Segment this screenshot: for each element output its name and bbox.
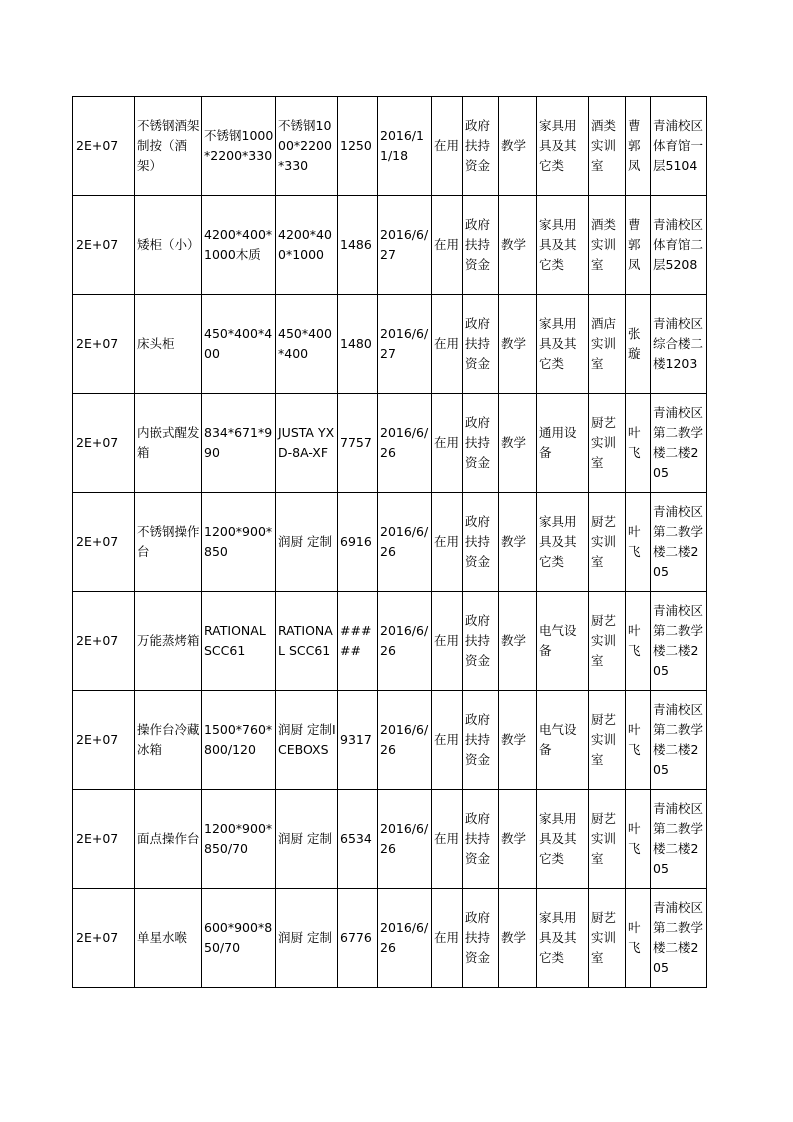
fund-source-cell-text: 政府扶持资金 [465,811,491,866]
asset-name-cell-text: 不锈钢操作台 [137,524,200,559]
asset-name-cell [135,97,202,196]
price-cell [338,97,378,196]
category-cell-text: 家具用具及其它类 [539,514,577,569]
location-cell-text: 青浦校区第二教学楼二楼205 [653,900,704,975]
fund-source-cell [463,295,499,394]
department-cell [589,97,626,196]
keeper-cell-text: 叶飞 [628,920,641,955]
date-cell-text: 2016/6/26 [380,920,429,955]
keeper-cell-text: 曹郭凤 [628,217,641,272]
fund-source-cell [463,493,499,592]
status-cell [432,790,463,889]
category-cell [537,790,589,889]
location-cell [651,691,707,790]
keeper-cell-text: 张璇 [628,326,641,361]
category-cell-text: 电气设备 [539,623,577,658]
location-cell [651,889,707,988]
usage-cell [499,394,537,493]
price-cell-text: 7757 [340,435,372,450]
asset-name-cell [135,691,202,790]
model-cell-text: 润厨 定制ICEBOXS [278,722,336,757]
table-body [73,97,707,988]
asset-code-cell-text: 2E+07 [76,336,119,351]
date-cell-text: 2016/6/27 [380,326,429,361]
status-cell [432,97,463,196]
status-cell-text: 在用 [434,435,460,450]
location-cell-text: 青浦校区第二教学楼二楼205 [653,801,704,876]
keeper-cell-text: 叶飞 [628,425,641,460]
model-cell [276,493,338,592]
location-cell-text: 青浦校区第二教学楼二楼205 [653,405,704,480]
date-cell [378,196,432,295]
department-cell [589,889,626,988]
asset-name-cell [135,592,202,691]
keeper-cell-text: 叶飞 [628,821,641,856]
status-cell-text: 在用 [434,336,460,351]
category-cell-text: 家具用具及其它类 [539,118,577,173]
usage-cell-text: 教学 [501,237,527,252]
model-cell-text: 不锈钢1000*2200*330 [278,118,332,173]
asset-name-cell [135,889,202,988]
fund-source-cell-text: 政府扶持资金 [465,217,491,272]
model-cell [276,196,338,295]
department-cell-text: 酒类实训室 [591,118,617,173]
table-row [73,691,707,790]
date-cell [378,592,432,691]
category-cell-text: 通用设备 [539,425,577,460]
category-cell [537,295,589,394]
department-cell [589,196,626,295]
keeper-cell [626,196,651,295]
fund-source-cell-text: 政府扶持资金 [465,514,491,569]
status-cell-text: 在用 [434,138,460,153]
table-row [73,196,707,295]
location-cell-text: 青浦校区体育馆二层5208 [653,217,704,272]
department-cell-text: 厨艺实训室 [591,415,617,470]
category-cell-text: 家具用具及其它类 [539,217,577,272]
asset-code-cell [73,592,135,691]
keeper-cell [626,295,651,394]
fund-source-cell-text: 政府扶持资金 [465,316,491,371]
model-cell [276,592,338,691]
category-cell [537,493,589,592]
status-cell-text: 在用 [434,534,460,549]
table-row [73,295,707,394]
price-cell [338,592,378,691]
status-cell [432,691,463,790]
usage-cell [499,691,537,790]
asset-name-cell [135,295,202,394]
usage-cell [499,196,537,295]
asset-code-cell [73,493,135,592]
price-cell-text: 9317 [340,732,372,747]
spec-cell-text: 834*671*990 [204,425,273,460]
price-cell-text: 1480 [340,336,372,351]
usage-cell-text: 教学 [501,336,527,351]
date-cell [378,790,432,889]
category-cell-text: 家具用具及其它类 [539,316,577,371]
department-cell-text: 厨艺实训室 [591,910,617,965]
category-cell [537,889,589,988]
department-cell-text: 酒类实训室 [591,217,617,272]
fund-source-cell-text: 政府扶持资金 [465,712,491,767]
usage-cell [499,295,537,394]
fund-source-cell [463,97,499,196]
location-cell-text: 青浦校区体育馆一层5104 [653,118,704,173]
category-cell [537,196,589,295]
date-cell-text: 2016/6/27 [380,227,429,262]
model-cell-text: 4200*400*1000 [278,227,332,262]
spec-cell-text: 600*900*850/70 [204,920,273,955]
table-row [73,97,707,196]
asset-code-cell-text: 2E+07 [76,930,119,945]
category-cell [537,691,589,790]
spec-cell-text: 1200*900*850/70 [204,821,273,856]
date-cell-text: 2016/6/26 [380,425,429,460]
price-cell [338,790,378,889]
keeper-cell [626,493,651,592]
department-cell [589,592,626,691]
location-cell [651,196,707,295]
asset-name-cell-text: 操作台冷藏冰箱 [137,722,200,757]
fund-source-cell [463,196,499,295]
location-cell [651,592,707,691]
price-cell [338,394,378,493]
spec-cell-text: 1500*760*800/120 [204,722,273,757]
department-cell-text: 厨艺实训室 [591,811,617,866]
spec-cell [202,196,276,295]
asset-name-cell-text: 床头柜 [137,336,175,351]
usage-cell [499,97,537,196]
status-cell [432,889,463,988]
price-cell [338,295,378,394]
category-cell-text: 电气设备 [539,722,577,757]
fund-source-cell [463,790,499,889]
category-cell [537,394,589,493]
table-row [73,493,707,592]
spec-cell-text: 450*400*400 [204,326,273,361]
asset-code-cell-text: 2E+07 [76,831,119,846]
fund-source-cell [463,691,499,790]
date-cell [378,295,432,394]
asset-name-cell-text: 矮柜（小） [137,237,200,252]
usage-cell [499,889,537,988]
usage-cell-text: 教学 [501,732,527,747]
category-cell [537,97,589,196]
department-cell [589,493,626,592]
fund-source-cell-text: 政府扶持资金 [465,613,491,668]
spec-cell [202,493,276,592]
status-cell-text: 在用 [434,732,460,747]
keeper-cell [626,691,651,790]
model-cell [276,790,338,889]
usage-cell-text: 教学 [501,930,527,945]
price-cell-text: 6776 [340,930,372,945]
status-cell-text: 在用 [434,930,460,945]
status-cell [432,592,463,691]
spec-cell [202,592,276,691]
model-cell [276,394,338,493]
usage-cell [499,592,537,691]
status-cell [432,493,463,592]
asset-name-cell-text: 万能蒸烤箱 [137,633,200,648]
model-cell-text: 450*400*400 [278,326,332,361]
asset-name-cell [135,394,202,493]
location-cell [651,790,707,889]
usage-cell [499,493,537,592]
asset-name-cell [135,196,202,295]
model-cell [276,889,338,988]
spec-cell-text: 4200*400*1000木质 [204,227,273,262]
fund-source-cell-text: 政府扶持资金 [465,415,491,470]
table-row [73,592,707,691]
date-cell [378,493,432,592]
asset-code-cell [73,196,135,295]
asset-code-cell [73,889,135,988]
department-cell-text: 酒店实训室 [591,316,617,371]
keeper-cell [626,790,651,889]
asset-code-cell [73,691,135,790]
location-cell [651,394,707,493]
spec-cell [202,790,276,889]
asset-name-cell [135,790,202,889]
date-cell-text: 2016/6/26 [380,821,429,856]
asset-table [72,96,707,988]
status-cell [432,295,463,394]
asset-code-cell-text: 2E+07 [76,435,119,450]
fund-source-cell-text: 政府扶持资金 [465,910,491,965]
department-cell [589,295,626,394]
asset-code-cell-text: 2E+07 [76,534,119,549]
model-cell [276,97,338,196]
usage-cell-text: 教学 [501,831,527,846]
asset-name-cell-text: 不锈钢酒架制按（酒架） [137,118,200,173]
price-cell-text: ##### [340,623,372,658]
status-cell [432,196,463,295]
location-cell-text: 青浦校区第二教学楼二楼205 [653,504,704,579]
location-cell-text: 青浦校区第二教学楼二楼205 [653,702,704,777]
asset-code-cell-text: 2E+07 [76,633,119,648]
fund-source-cell [463,394,499,493]
asset-name-cell [135,493,202,592]
keeper-cell [626,97,651,196]
spec-cell [202,97,276,196]
model-cell-text: 润厨 定制 [278,930,332,945]
location-cell [651,493,707,592]
status-cell-text: 在用 [434,831,460,846]
model-cell-text: 润厨 定制 [278,534,332,549]
table-row [73,889,707,988]
keeper-cell [626,592,651,691]
date-cell [378,889,432,988]
asset-name-cell-text: 面点操作台 [137,831,200,846]
usage-cell-text: 教学 [501,633,527,648]
asset-name-cell-text: 单星水喉 [137,930,188,945]
asset-name-cell-text: 内嵌式醒发箱 [137,425,200,460]
spec-cell [202,691,276,790]
date-cell [378,394,432,493]
date-cell-text: 2016/6/26 [380,623,429,658]
spec-cell [202,295,276,394]
table-row [73,790,707,889]
usage-cell [499,790,537,889]
category-cell-text: 家具用具及其它类 [539,910,577,965]
price-cell-text: 6534 [340,831,372,846]
fund-source-cell [463,592,499,691]
price-cell [338,196,378,295]
department-cell-text: 厨艺实训室 [591,514,617,569]
price-cell [338,889,378,988]
asset-code-cell [73,394,135,493]
spec-cell-text: 1200*900*850 [204,524,273,559]
keeper-cell [626,394,651,493]
table-row [73,394,707,493]
asset-code-cell [73,97,135,196]
department-cell-text: 厨艺实训室 [591,613,617,668]
location-cell [651,97,707,196]
keeper-cell-text: 叶飞 [628,722,641,757]
department-cell [589,790,626,889]
model-cell [276,691,338,790]
asset-code-cell-text: 2E+07 [76,237,119,252]
asset-code-cell [73,790,135,889]
price-cell [338,493,378,592]
keeper-cell-text: 曹郭凤 [628,118,641,173]
spec-cell-text: RATIONAL SCC61 [204,623,266,658]
status-cell-text: 在用 [434,633,460,648]
spec-cell [202,394,276,493]
location-cell-text: 青浦校区综合楼二楼1203 [653,316,704,371]
price-cell-text: 1250 [340,138,372,153]
date-cell [378,97,432,196]
location-cell [651,295,707,394]
asset-code-cell-text: 2E+07 [76,732,119,747]
category-cell [537,592,589,691]
department-cell [589,394,626,493]
location-cell-text: 青浦校区第二教学楼二楼205 [653,603,704,678]
category-cell-text: 家具用具及其它类 [539,811,577,866]
usage-cell-text: 教学 [501,534,527,549]
asset-code-cell-text: 2E+07 [76,138,119,153]
fund-source-cell-text: 政府扶持资金 [465,118,491,173]
date-cell-text: 2016/6/26 [380,722,429,757]
date-cell-text: 2016/6/26 [380,524,429,559]
department-cell [589,691,626,790]
spec-cell-text: 不锈钢1000*2200*330 [204,128,274,163]
model-cell [276,295,338,394]
date-cell-text: 2016/11/18 [380,128,424,163]
price-cell-text: 6916 [340,534,372,549]
model-cell-text: JUSTA YXD-8A-XF [278,425,335,460]
usage-cell-text: 教学 [501,138,527,153]
fund-source-cell [463,889,499,988]
price-cell [338,691,378,790]
price-cell-text: 1486 [340,237,372,252]
date-cell [378,691,432,790]
model-cell-text: RATIONAL SCC61 [278,623,333,658]
usage-cell-text: 教学 [501,435,527,450]
status-cell [432,394,463,493]
status-cell-text: 在用 [434,237,460,252]
model-cell-text: 润厨 定制 [278,831,332,846]
asset-code-cell [73,295,135,394]
keeper-cell-text: 叶飞 [628,623,641,658]
department-cell-text: 厨艺实训室 [591,712,617,767]
keeper-cell-text: 叶飞 [628,524,641,559]
spec-cell [202,889,276,988]
keeper-cell [626,889,651,988]
